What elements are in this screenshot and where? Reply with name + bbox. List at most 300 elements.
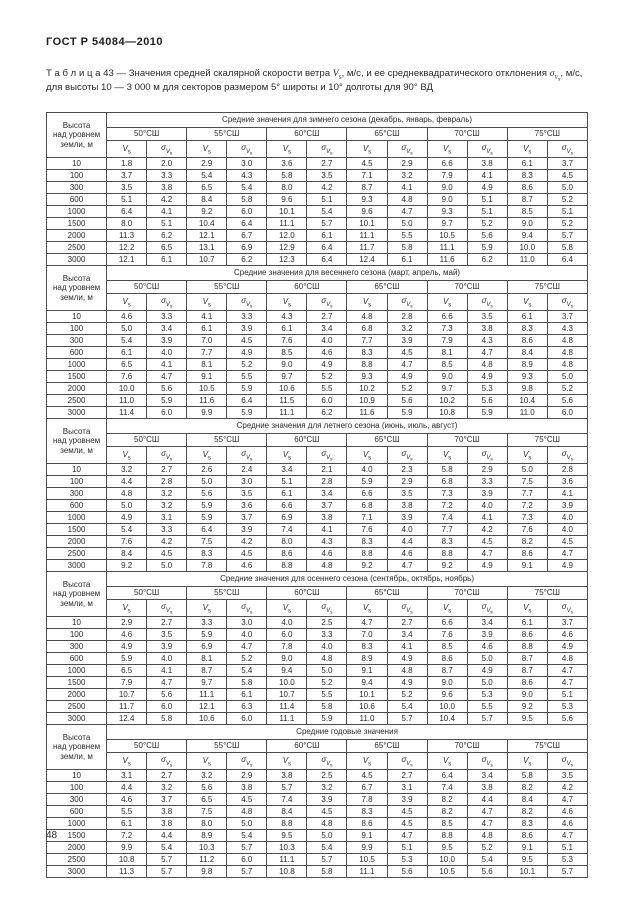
value-cell: 4.5 (347, 158, 387, 170)
mean-speed-symbol: $V_s$ (187, 753, 227, 770)
value-cell: 8.3 (507, 323, 547, 335)
value-cell: 4.9 (547, 560, 587, 572)
table-row (47, 600, 588, 617)
value-cell: 4.1 (547, 488, 587, 500)
table-row (47, 854, 588, 866)
height-cell: 1000 (47, 665, 107, 677)
value-cell: 5.9 (387, 407, 427, 419)
value-cell: 5.0 (507, 464, 547, 476)
value-cell: 5.6 (467, 395, 507, 407)
value-cell: 4.8 (547, 359, 587, 371)
mean-speed-symbol: $V_s$ (107, 447, 147, 464)
height-cell: 300 (47, 488, 107, 500)
value-cell: 4.0 (467, 500, 507, 512)
latitude-header: 70°СШ (427, 434, 507, 447)
value-cell: 4.0 (347, 464, 387, 476)
table-row (47, 158, 588, 170)
table-row (47, 617, 588, 629)
value-cell: 9.2 (187, 206, 227, 218)
value-cell: 9.2 (347, 560, 387, 572)
value-cell: 9.1 (187, 371, 227, 383)
value-cell: 5.0 (187, 476, 227, 488)
value-cell: 4.8 (107, 488, 147, 500)
season-section (47, 572, 588, 725)
value-cell: 10.0 (427, 701, 467, 713)
table-row (47, 194, 588, 206)
value-cell: 4.9 (387, 677, 427, 689)
value-cell: 9.2 (507, 701, 547, 713)
value-cell: 5.2 (307, 371, 347, 383)
value-cell: 6.2 (467, 254, 507, 266)
table-row (47, 653, 588, 665)
value-cell: 4.5 (227, 794, 267, 806)
value-cell: 7.8 (267, 641, 307, 653)
value-cell: 5.6 (147, 383, 187, 395)
height-cell: 600 (47, 500, 107, 512)
value-cell: 6.8 (427, 476, 467, 488)
value-cell: 5.1 (547, 206, 587, 218)
table-caption (46, 67, 591, 96)
value-cell: 5.1 (467, 206, 507, 218)
value-cell: 9.4 (507, 230, 547, 242)
mean-speed-symbol: $V_s$ (347, 600, 387, 617)
height-column-header: Высота над уровнем земли, м (47, 725, 107, 770)
value-cell: 10.6 (187, 713, 227, 725)
section-title: Средние значения для весеннего сезона (март, апрель, май) (107, 266, 588, 281)
value-cell: 8.8 (267, 818, 307, 830)
value-cell: 7.3 (507, 512, 547, 524)
value-cell: 5.4 (307, 206, 347, 218)
value-cell: 4.9 (547, 641, 587, 653)
mean-speed-symbol: $V_s$ (507, 141, 547, 158)
table-row (47, 359, 588, 371)
height-cell: 1000 (47, 359, 107, 371)
value-cell: 8.5 (427, 818, 467, 830)
value-cell: 7.5 (187, 536, 227, 548)
latitude-header: 70°СШ (427, 281, 507, 294)
latitude-header: 75°СШ (507, 281, 587, 294)
value-cell: 7.3 (427, 323, 467, 335)
value-cell: 6.1 (507, 617, 547, 629)
value-cell: 4.5 (387, 806, 427, 818)
value-cell: 8.0 (267, 536, 307, 548)
table-row (47, 447, 588, 464)
value-cell: 5.0 (227, 818, 267, 830)
mean-speed-symbol: $V_s$ (507, 294, 547, 311)
value-cell: 9.3 (427, 206, 467, 218)
value-cell: 5.0 (147, 560, 187, 572)
value-cell: 8.6 (507, 182, 547, 194)
value-cell: 4.5 (227, 548, 267, 560)
season-section (47, 266, 588, 419)
std-deviation-symbol: $\sigma_{V_s}$ (467, 294, 507, 311)
value-cell: 4.4 (467, 794, 507, 806)
value-cell: 4.7 (147, 677, 187, 689)
std-deviation-symbol: $\sigma_{V_s}$ (547, 447, 587, 464)
value-cell: 3.9 (227, 524, 267, 536)
value-cell: 9.6 (347, 206, 387, 218)
table-row (47, 242, 588, 254)
table-row (47, 548, 588, 560)
value-cell: 4.6 (107, 629, 147, 641)
sigma-symbol-inline: $\sigma_{V_s}$ (549, 68, 561, 83)
value-cell: 4.6 (107, 794, 147, 806)
std-deviation-symbol: $\sigma_{V_s}$ (227, 294, 267, 311)
value-cell: 10.5 (347, 854, 387, 866)
value-cell: 5.2 (227, 653, 267, 665)
value-cell: 10.6 (347, 701, 387, 713)
value-cell: 4.0 (227, 629, 267, 641)
value-cell: 4.1 (387, 182, 427, 194)
value-cell: 2.1 (307, 464, 347, 476)
mean-speed-symbol: $V_s$ (507, 753, 547, 770)
value-cell: 3.9 (467, 629, 507, 641)
value-cell: 4.9 (387, 371, 427, 383)
value-cell: 4.1 (147, 206, 187, 218)
value-cell: 5.7 (547, 866, 587, 878)
value-cell: 3.5 (107, 182, 147, 194)
value-cell: 7.1 (347, 512, 387, 524)
value-cell: 11.1 (347, 230, 387, 242)
season-section (47, 725, 588, 878)
value-cell: 8.5 (427, 359, 467, 371)
value-cell: 2.7 (147, 617, 187, 629)
value-cell: 3.3 (227, 311, 267, 323)
value-cell: 5.8 (227, 677, 267, 689)
value-cell: 4.6 (107, 311, 147, 323)
value-cell: 11.4 (107, 407, 147, 419)
value-cell: 5.0 (107, 323, 147, 335)
value-cell: 5.2 (467, 218, 507, 230)
value-cell: 4.7 (387, 560, 427, 572)
value-cell: 5.9 (467, 407, 507, 419)
value-cell: 5.2 (227, 359, 267, 371)
value-cell: 11.5 (267, 395, 307, 407)
value-cell: 4.7 (347, 617, 387, 629)
value-cell: 8.6 (507, 830, 547, 842)
value-cell: 3.5 (307, 170, 347, 182)
value-cell: 10.0 (427, 854, 467, 866)
value-cell: 4.3 (227, 170, 267, 182)
height-cell: 1500 (47, 830, 107, 842)
latitude-header: 65°СШ (347, 128, 427, 141)
value-cell: 5.3 (467, 689, 507, 701)
value-cell: 3.4 (467, 617, 507, 629)
value-cell: 5.4 (227, 830, 267, 842)
value-cell: 3.0 (227, 476, 267, 488)
std-deviation-symbol: $\sigma_{V_s}$ (387, 753, 427, 770)
value-cell: 6.1 (507, 311, 547, 323)
value-cell: 11.0 (507, 407, 547, 419)
std-deviation-symbol: $\sigma_{V_s}$ (307, 294, 347, 311)
mean-speed-symbol: $V_s$ (187, 600, 227, 617)
value-cell: 9.7 (427, 383, 467, 395)
height-cell: 2000 (47, 842, 107, 854)
value-cell: 9.2 (107, 560, 147, 572)
std-deviation-symbol: $\sigma_{V_s}$ (547, 600, 587, 617)
value-cell: 5.8 (307, 866, 347, 878)
std-deviation-symbol: $\sigma_{V_s}$ (147, 447, 187, 464)
table-row (47, 407, 588, 419)
value-cell: 11.3 (107, 866, 147, 878)
value-cell: 6.8 (347, 323, 387, 335)
std-deviation-symbol: $\sigma_{V_s}$ (307, 600, 347, 617)
latitude-header: 55°СШ (187, 587, 267, 600)
value-cell: 7.6 (347, 524, 387, 536)
height-cell: 1000 (47, 206, 107, 218)
mean-speed-symbol: $V_s$ (427, 141, 467, 158)
value-cell: 3.1 (147, 512, 187, 524)
value-cell: 8.3 (507, 170, 547, 182)
std-deviation-symbol: $\sigma_{V_s}$ (227, 753, 267, 770)
value-cell: 5.7 (227, 866, 267, 878)
value-cell: 4.3 (267, 311, 307, 323)
value-cell: 4.9 (467, 182, 507, 194)
table-row (47, 182, 588, 194)
height-cell: 3000 (47, 866, 107, 878)
value-cell: 4.2 (307, 182, 347, 194)
value-cell: 5.4 (387, 701, 427, 713)
value-cell: 6.5 (107, 359, 147, 371)
value-cell: 5.8 (267, 170, 307, 182)
value-cell: 8.8 (427, 548, 467, 560)
value-cell: 6.6 (267, 500, 307, 512)
std-deviation-symbol: $\sigma_{V_s}$ (307, 447, 347, 464)
height-cell: 10 (47, 770, 107, 782)
value-cell: 3.9 (387, 794, 427, 806)
std-deviation-symbol: $\sigma_{V_s}$ (307, 753, 347, 770)
value-cell: 2.6 (187, 464, 227, 476)
season-section (47, 113, 588, 266)
value-cell: 6.6 (347, 488, 387, 500)
value-cell: 4.5 (147, 548, 187, 560)
value-cell: 11.1 (267, 407, 307, 419)
value-cell: 5.0 (467, 653, 507, 665)
std-deviation-symbol: $\sigma_{V_s}$ (147, 753, 187, 770)
wind-speed-table (46, 112, 588, 878)
value-cell: 3.3 (467, 476, 507, 488)
value-cell: 5.1 (107, 194, 147, 206)
value-cell: 10.4 (427, 713, 467, 725)
value-cell: 4.7 (547, 830, 587, 842)
table-row (47, 323, 588, 335)
table-row (47, 806, 588, 818)
value-cell: 6.9 (267, 512, 307, 524)
value-cell: 3.8 (267, 770, 307, 782)
value-cell: 4.1 (387, 641, 427, 653)
value-cell: 8.0 (187, 818, 227, 830)
value-cell: 10.0 (107, 383, 147, 395)
value-cell: 7.0 (187, 335, 227, 347)
table-row (47, 753, 588, 770)
value-cell: 8.8 (347, 548, 387, 560)
value-cell: 4.1 (187, 311, 227, 323)
value-cell: 9.8 (507, 383, 547, 395)
value-cell: 6.4 (547, 254, 587, 266)
mean-speed-symbol: $V_s$ (107, 294, 147, 311)
value-cell: 4.6 (547, 818, 587, 830)
height-cell: 1500 (47, 524, 107, 536)
table-row (47, 266, 588, 281)
value-cell: 8.4 (507, 347, 547, 359)
value-cell: 5.3 (547, 854, 587, 866)
value-cell: 4.0 (307, 335, 347, 347)
value-cell: 10.6 (267, 383, 307, 395)
value-cell: 3.8 (307, 512, 347, 524)
value-cell: 4.4 (107, 476, 147, 488)
value-cell: 13.1 (187, 242, 227, 254)
value-cell: 7.7 (347, 335, 387, 347)
std-deviation-symbol: $\sigma_{V_s}$ (227, 141, 267, 158)
latitude-header: 60°СШ (267, 434, 347, 447)
value-cell: 3.9 (387, 335, 427, 347)
value-cell: 5.7 (267, 782, 307, 794)
value-cell: 3.3 (307, 629, 347, 641)
value-cell: 6.3 (227, 701, 267, 713)
table-row (47, 818, 588, 830)
value-cell: 10.3 (267, 842, 307, 854)
value-cell: 8.3 (347, 641, 387, 653)
value-cell: 5.8 (507, 770, 547, 782)
mean-speed-symbol: $V_s$ (427, 447, 467, 464)
value-cell: 5.4 (227, 665, 267, 677)
height-cell: 600 (47, 806, 107, 818)
value-cell: 5.7 (227, 842, 267, 854)
value-cell: 3.9 (467, 488, 507, 500)
height-cell: 100 (47, 476, 107, 488)
value-cell: 3.7 (107, 170, 147, 182)
value-cell: 7.7 (187, 347, 227, 359)
value-cell: 5.2 (467, 842, 507, 854)
value-cell: 5.6 (387, 866, 427, 878)
height-cell: 300 (47, 182, 107, 194)
value-cell: 5.2 (387, 383, 427, 395)
value-cell: 7.6 (107, 371, 147, 383)
value-cell: 11.6 (347, 407, 387, 419)
value-cell: 11.7 (347, 242, 387, 254)
value-cell: 9.7 (267, 371, 307, 383)
table-row (47, 677, 588, 689)
table-row (47, 500, 588, 512)
value-cell: 4.9 (467, 371, 507, 383)
value-cell: 3.2 (387, 323, 427, 335)
value-cell: 3.7 (147, 794, 187, 806)
height-cell: 3000 (47, 560, 107, 572)
value-cell: 4.1 (467, 170, 507, 182)
latitude-header: 60°СШ (267, 587, 347, 600)
value-cell: 2.5 (307, 770, 347, 782)
std-deviation-symbol: $\sigma_{V_s}$ (467, 141, 507, 158)
value-cell: 3.6 (227, 500, 267, 512)
value-cell: 4.7 (467, 548, 507, 560)
value-cell: 10.1 (267, 206, 307, 218)
value-cell: 3.0 (227, 617, 267, 629)
value-cell: 5.7 (147, 854, 187, 866)
latitude-header: 65°СШ (347, 434, 427, 447)
height-column-header: Высота над уровнем земли, м (47, 572, 107, 617)
value-cell: 5.0 (307, 830, 347, 842)
value-cell: 9.0 (507, 218, 547, 230)
value-cell: 3.2 (107, 464, 147, 476)
value-cell: 2.4 (227, 464, 267, 476)
value-cell: 8.1 (187, 653, 227, 665)
page-number: 48 (46, 830, 58, 841)
value-cell: 6.5 (187, 182, 227, 194)
std-deviation-symbol: $\sigma_{V_s}$ (147, 141, 187, 158)
std-deviation-symbol: $\sigma_{V_s}$ (387, 294, 427, 311)
height-cell: 2500 (47, 548, 107, 560)
value-cell: 5.4 (147, 842, 187, 854)
table-row (47, 170, 588, 182)
value-cell: 10.4 (507, 395, 547, 407)
std-deviation-symbol: $\sigma_{V_s}$ (467, 600, 507, 617)
height-column-header: Высота над уровнем земли, м (47, 419, 107, 464)
section-title: Средние значения для осеннего сезона (сентябрь, октябрь, ноябрь) (107, 572, 588, 587)
value-cell: 3.2 (147, 782, 187, 794)
value-cell: 2.7 (147, 770, 187, 782)
value-cell: 2.5 (307, 617, 347, 629)
value-cell: 10.0 (507, 242, 547, 254)
value-cell: 2.9 (187, 158, 227, 170)
value-cell: 6.0 (547, 407, 587, 419)
height-cell: 600 (47, 347, 107, 359)
value-cell: 5.4 (107, 524, 147, 536)
table-row (47, 206, 588, 218)
value-cell: 2.9 (467, 464, 507, 476)
latitude-header: 60°СШ (267, 740, 347, 753)
value-cell: 10.8 (267, 866, 307, 878)
value-cell: 4.7 (467, 347, 507, 359)
height-cell: 300 (47, 641, 107, 653)
value-cell: 5.4 (227, 182, 267, 194)
height-cell: 100 (47, 170, 107, 182)
value-cell: 8.6 (347, 818, 387, 830)
value-cell: 3.5 (467, 311, 507, 323)
value-cell: 8.1 (427, 347, 467, 359)
latitude-header: 70°СШ (427, 587, 507, 600)
table-row (47, 524, 588, 536)
value-cell: 5.7 (387, 713, 427, 725)
mean-speed-symbol: $V_s$ (107, 141, 147, 158)
value-cell: 5.8 (147, 713, 187, 725)
value-cell: 5.7 (547, 230, 587, 242)
value-cell: 6.0 (307, 395, 347, 407)
value-cell: 5.2 (547, 218, 587, 230)
height-cell: 2000 (47, 689, 107, 701)
value-cell: 4.7 (387, 206, 427, 218)
value-cell: 3.8 (467, 158, 507, 170)
latitude-header: 55°СШ (187, 281, 267, 294)
table-row (47, 254, 588, 266)
value-cell: 3.8 (147, 182, 187, 194)
value-cell: 4.0 (547, 512, 587, 524)
value-cell: 4.9 (467, 560, 507, 572)
value-cell: 9.7 (187, 677, 227, 689)
value-cell: 5.4 (307, 842, 347, 854)
table-row (47, 770, 588, 782)
value-cell: 8.4 (507, 794, 547, 806)
value-cell: 5.1 (387, 842, 427, 854)
table-row (47, 866, 588, 878)
value-cell: 11.1 (267, 854, 307, 866)
value-cell: 10.1 (347, 218, 387, 230)
value-cell: 6.4 (107, 206, 147, 218)
mean-speed-symbol: $V_s$ (267, 600, 307, 617)
latitude-header: 55°СШ (187, 434, 267, 447)
value-cell: 8.2 (507, 782, 547, 794)
height-cell: 100 (47, 782, 107, 794)
value-cell: 4.1 (467, 512, 507, 524)
